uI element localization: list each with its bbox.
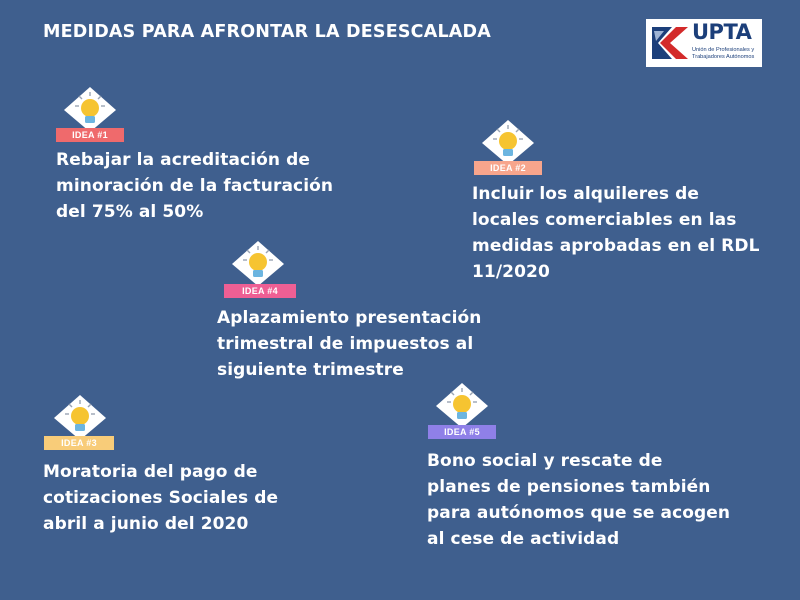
idea-card-5 [428, 382, 508, 442]
idea-line: abril a junio del 2020 [43, 514, 249, 534]
lightbulb-icon [434, 382, 490, 428]
idea-line: cotizaciones Sociales de [43, 488, 279, 508]
idea-text-1 [56, 147, 333, 225]
idea-tag: IDEA #3 [44, 436, 114, 450]
idea-line: siguiente trimestre [217, 360, 404, 380]
logo-wordmark: UPTA [692, 20, 752, 44]
idea-text-2 [472, 181, 760, 285]
upta-logo-icon [650, 23, 690, 63]
idea-line: del 75% al 50% [56, 202, 204, 222]
upta-logo [646, 19, 762, 67]
idea-line: planes de pensiones también [427, 477, 711, 497]
idea-line: trimestral de impuestos al [217, 334, 474, 354]
lightbulb-icon [62, 86, 118, 132]
page-title: MEDIDAS PARA AFRONTAR LA DESESCALADA [43, 22, 492, 42]
lightbulb-icon [230, 240, 286, 286]
idea-text-5 [427, 448, 730, 552]
idea-tag: IDEA #2 [474, 161, 542, 175]
idea-line: medidas aprobadas en el RDL [472, 236, 760, 256]
lightbulb-icon [52, 394, 108, 440]
idea-tag: IDEA #1 [56, 128, 124, 142]
idea-line: Rebajar la acreditación de [56, 150, 311, 170]
idea-tag: IDEA #5 [428, 425, 496, 439]
idea-tag: IDEA #4 [224, 284, 296, 298]
logo-tagline: Unión de Profesionales y Trabajadores Autónomos [692, 47, 755, 60]
idea-line: Moratoria del pago de [43, 462, 258, 482]
idea-line: Incluir los alquileres de [472, 184, 700, 204]
idea-text-3 [43, 459, 278, 537]
idea-card-3 [44, 394, 124, 454]
idea-card-2 [474, 119, 554, 179]
idea-line: Aplazamiento presentación [217, 308, 482, 328]
idea-line: al cese de actividad [427, 529, 620, 549]
lightbulb-icon [480, 119, 536, 165]
idea-line: locales comerciables en las [472, 210, 737, 230]
idea-line: 11/2020 [472, 262, 550, 282]
idea-card-1 [56, 86, 136, 146]
idea-line: para autónomos que se acogen [427, 503, 731, 523]
idea-text-4 [217, 305, 482, 383]
idea-line: Bono social y rescate de [427, 451, 663, 471]
idea-line: minoración de la facturación [56, 176, 334, 196]
idea-card-4 [224, 240, 304, 300]
